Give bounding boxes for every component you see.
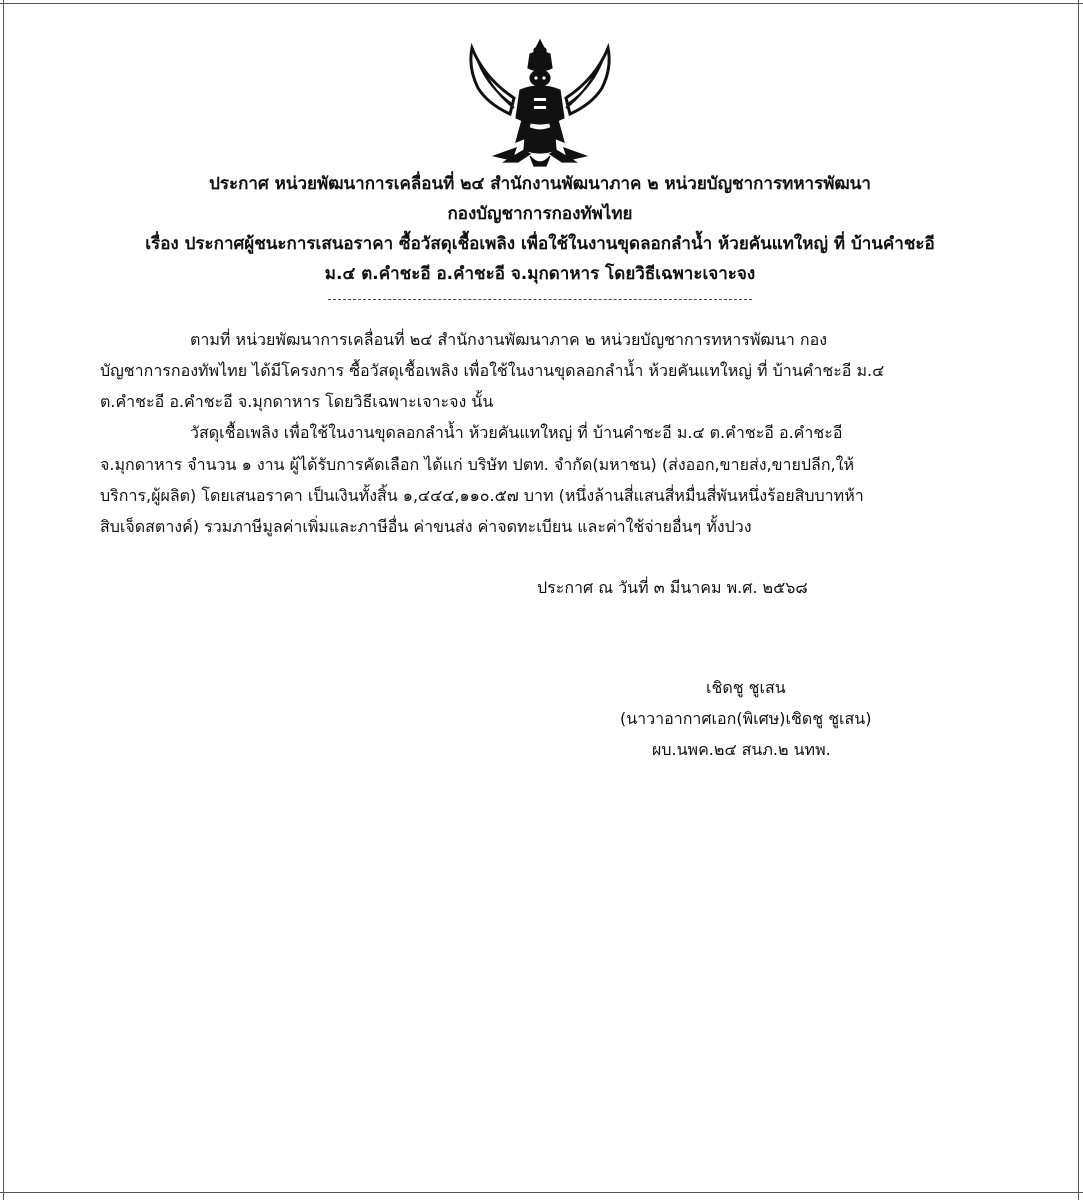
announcement-subject: เรื่อง ประกาศผู้ชนะการเสนอราคา ซื้อวัสดุเชื้อเพลิง เพื่อใช้ในงานขุดลอกลำน้ำ ห้วยคันแทใหญ่ ที่ บ้านคำชะอี (145, 234, 935, 254)
paragraph-1-line-2: บัญชาการกองทัพไทย ได้มีโครงการ ซื้อวัสดุเชื้อเพลิง เพื่อใช้ในงานขุดลอกลำน้ำ ห้วยคันแทใหญ่ ที่ บ้านคำชะอี ม.๔ (100, 361, 885, 380)
paragraph-2-line-1: วัสดุเชื้อเพลิง เพื่อใช้ในงานขุดลอกลำน้ำ ห้วยคันแทใหญ่ ที่ บ้านคำชะอี ม.๔ ต.คำชะอี อ.คำชะอี (190, 423, 843, 442)
paragraph-2-line-3: บริการ,ผู้ผลิต) โดยเสนอราคา เป็นเงินทั้งสิ้น ๑,๔๔๔,๑๑๐.๕๗ บาท (หนึ่งล้านสี่แสนสี่หมื่นสี่พันหนึ่งร้อยสิบบาทห้า (100, 486, 864, 505)
announcement-date: ประกาศ ณ วันที่ ๓ มีนาคม พ.ศ. ๒๕๖๘ (537, 578, 808, 597)
paragraph-2-line-4: สิบเจ็ดสตางค์) รวมภาษีมูลค่าเพิ่มและภาษีอื่น ค่าขนส่ง ค่าจดทะเบียน และค่าใช้จ่ายอื่นๆ ทั้งปวง (100, 517, 752, 536)
paragraph-2-line-2: จ.มุกดาหาร จำนวน ๑ งาน ผู้ได้รับการคัดเลือก ได้แก่ บริษัท ปตท. จำกัด(มหาชน) (ส่งออก,ขายส่ง,ขายปลีก,ให้ (100, 455, 854, 474)
paragraph-1-line-1: ตามที่ หน่วยพัฒนาการเคลื่อนที่ ๒๔ สำนักงานพัฒนาภาค ๒ หน่วยบัญชาการทหารพัฒนา กอง (190, 330, 827, 349)
announcement-heading: ประกาศ หน่วยพัฒนาการเคลื่อนที่ ๒๔ สำนักงานพัฒนาภาค ๒ หน่วยบัญชาการทหารพัฒนา (209, 174, 871, 194)
announcement-heading-org: กองบัญชาการกองทัพไทย (447, 204, 633, 224)
announcement-subject-cont: ม.๔ ต.คำชะอี อ.คำชะอี จ.มุกดาหาร โดยวิธีเฉพาะเจาะจง (324, 264, 756, 284)
signature-name: เชิดชู ชูเสน (706, 678, 786, 697)
scan-border-left (3, 0, 4, 1200)
signature-position: ผบ.นพค.๒๔ สนภ.๒ นทพ. (652, 740, 831, 759)
garuda-emblem (464, 38, 616, 170)
signature-full-title: (นาวาอากาศเอก(พิเศษ)เชิดชู ชูเสน) (620, 709, 872, 728)
scan-border-top (0, 3, 1083, 4)
paragraph-1-line-3: ต.คำชะอี อ.คำชะอี จ.มุกดาหาร โดยวิธีเฉพาะเจาะจง นั้น (100, 392, 494, 411)
scan-border-bottom (0, 1192, 1083, 1193)
scan-border-right (1078, 0, 1079, 1200)
header-divider (328, 299, 752, 300)
